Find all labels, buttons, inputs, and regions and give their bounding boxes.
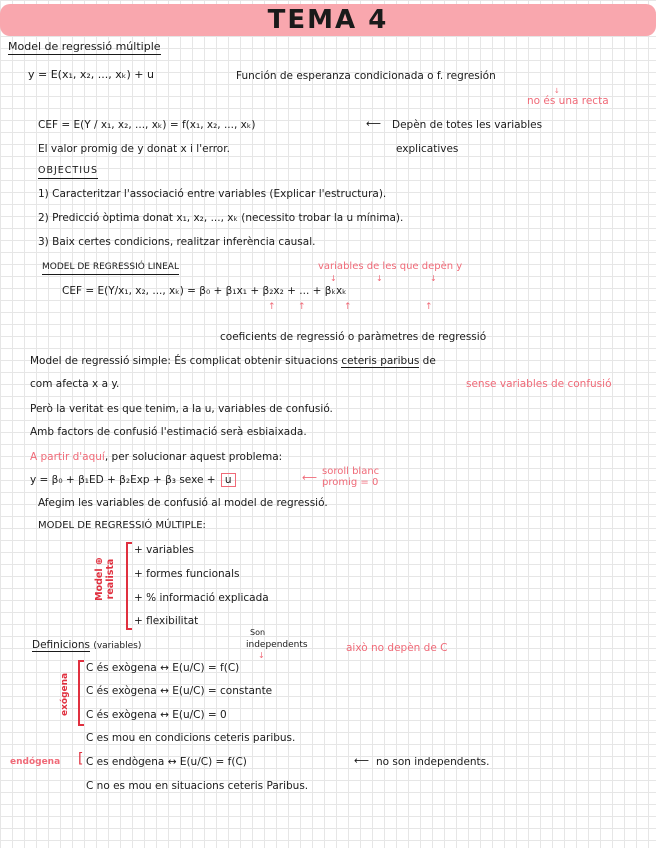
cef-definition: CEF = E(Y / x₁, x₂, ..., xₖ) = f(x₁, x₂, ..., xₖ) [38,119,256,131]
linear-variables-note: variables de les que depèn y [318,261,463,272]
arrow-down-icon: ↓ [258,651,265,660]
arrow-down-icon: ↓ [430,274,437,283]
more-realistic-label: Model ⊕ realista [94,557,116,601]
no-confounders-note: sense variables de confusió [466,378,612,390]
linear-model-equation: CEF = E(Y/x₁, x₂, ..., xₖ) = β₀ + β₁x₁ + β₂x₂ + ... + βₖxₖ [62,285,347,297]
solution-line [30,450,282,464]
linear-model-heading: MODEL DE REGRESSIÓ LINEAL [42,260,179,275]
arrow-up-icon: ↑ [425,302,433,312]
cef-dependency-note: Depèn de totes les variables [392,119,543,131]
exogenous-bracket [78,660,84,726]
simple-model-text: Model de regressió simple: És complicat obtenir situacions [30,355,338,367]
simple-model-text-end: de [422,355,436,367]
wage-equation [30,473,236,487]
ceteris-paribus-text: ceteris paribus [341,355,420,367]
simple-model-line-1 [30,354,436,368]
objective-3: 3) Baix certes condicions, realitzar inferència causal. [38,236,316,248]
white-noise-note: soroll blanc [322,466,380,477]
white-noise-mean-note: promig = 0 [322,477,379,488]
realism-bracket [126,542,132,630]
ceteris-paribus-line: C es mou en condicions ceteris paribus. [86,732,296,744]
exogenous-def-2: C és exògena ↔ E(u/C) = constante [86,685,273,697]
exogenous-def-3: C és exògena ↔ E(u/C) = 0 [86,709,227,721]
definitions-heading [32,638,141,653]
arrow-left-icon: ⟵ [302,472,318,484]
arrow-down-icon: ↓ [376,274,383,283]
cef-average-line: El valor promig de y donat x i l'error. [38,143,230,155]
arrow-up-icon: ↑ [344,302,352,312]
multiple-model-heading: MODEL DE REGRESSIÓ MÚLTIPLE: [38,520,206,531]
objectives-heading: OBJECTIUS [38,164,98,179]
does-not-depend-note: això no depèn de C [346,642,448,654]
realism-item: + % informació explicada [134,592,269,604]
endogenous-def-1: C es endògena ↔ E(u/C) = f(C) [86,756,247,768]
are-label: Son [250,628,266,637]
page-title: TEMA 4 [267,5,389,35]
coefficients-line: coeficients de regressió o paràmetres de regressió [220,331,487,343]
error-term-box: u [221,473,236,487]
wage-equation-text: y = β₀ + β₁ED + β₂Exp + β₃ sexe + [30,474,216,486]
arrow-up-icon: ↑ [268,302,276,312]
note-not-a-line: no és una recta [527,95,609,107]
definitions-subtitle: (variables) [93,641,142,651]
simple-model-line-2: com afecta x a y. [30,378,120,390]
regression-function-desc: Función de esperanza condicionada o f. regresión [236,70,496,82]
arrow-left-icon: ⟵ [366,118,382,130]
realism-item: + variables [134,544,194,556]
objective-2: 2) Predicció òptima donat x₁, x₂, ..., xₖ (necessito trobar la u mínima). [38,212,404,224]
endogenous-def-2: C no es mou en situacions ceteris Paribus. [86,780,309,792]
independents-label: independents [246,640,308,650]
not-independent-note: no son independents. [376,756,490,768]
arrow-up-icon: ↑ [298,302,306,312]
realism-item: + formes funcionals [134,568,240,580]
realism-item: + flexibilitat [134,615,199,627]
from-here-text: A partir d'aquí [30,451,105,463]
arrow-down-icon: ↓ [554,87,560,95]
biased-estimate-line: Amb factors de confusió l'estimació serà esbiaixada. [30,426,307,438]
exogenous-label: exógena [60,672,70,716]
endogenous-label: endógena [10,757,61,767]
endogenous-bracket: [ [78,751,84,767]
arrow-left-icon: ⟵ [354,755,370,767]
cef-dependency-note-2: explicatives [396,143,459,155]
regression-function-eq: y = E(x₁, x₂, ..., xₖ) + u [28,68,154,81]
section-heading-multiple-regression: Model de regressió múltiple [8,40,161,53]
definitions-title: Definicions [32,639,90,651]
arrow-down-icon: ↓ [330,274,337,283]
confounders-line: Però la veritat es que tenim, a la u, variables de confusió. [30,403,333,415]
solution-text: , per solucionar aquest problema: [104,451,283,463]
objective-1: 1) Caracteritzar l'associació entre variables (Explicar l'estructura). [38,188,387,200]
add-confounders-line: Afegim les variables de confusió al model de regressió. [38,497,328,509]
exogenous-def-1: C és exògena ↔ E(u/C) = f(C) [86,662,240,674]
